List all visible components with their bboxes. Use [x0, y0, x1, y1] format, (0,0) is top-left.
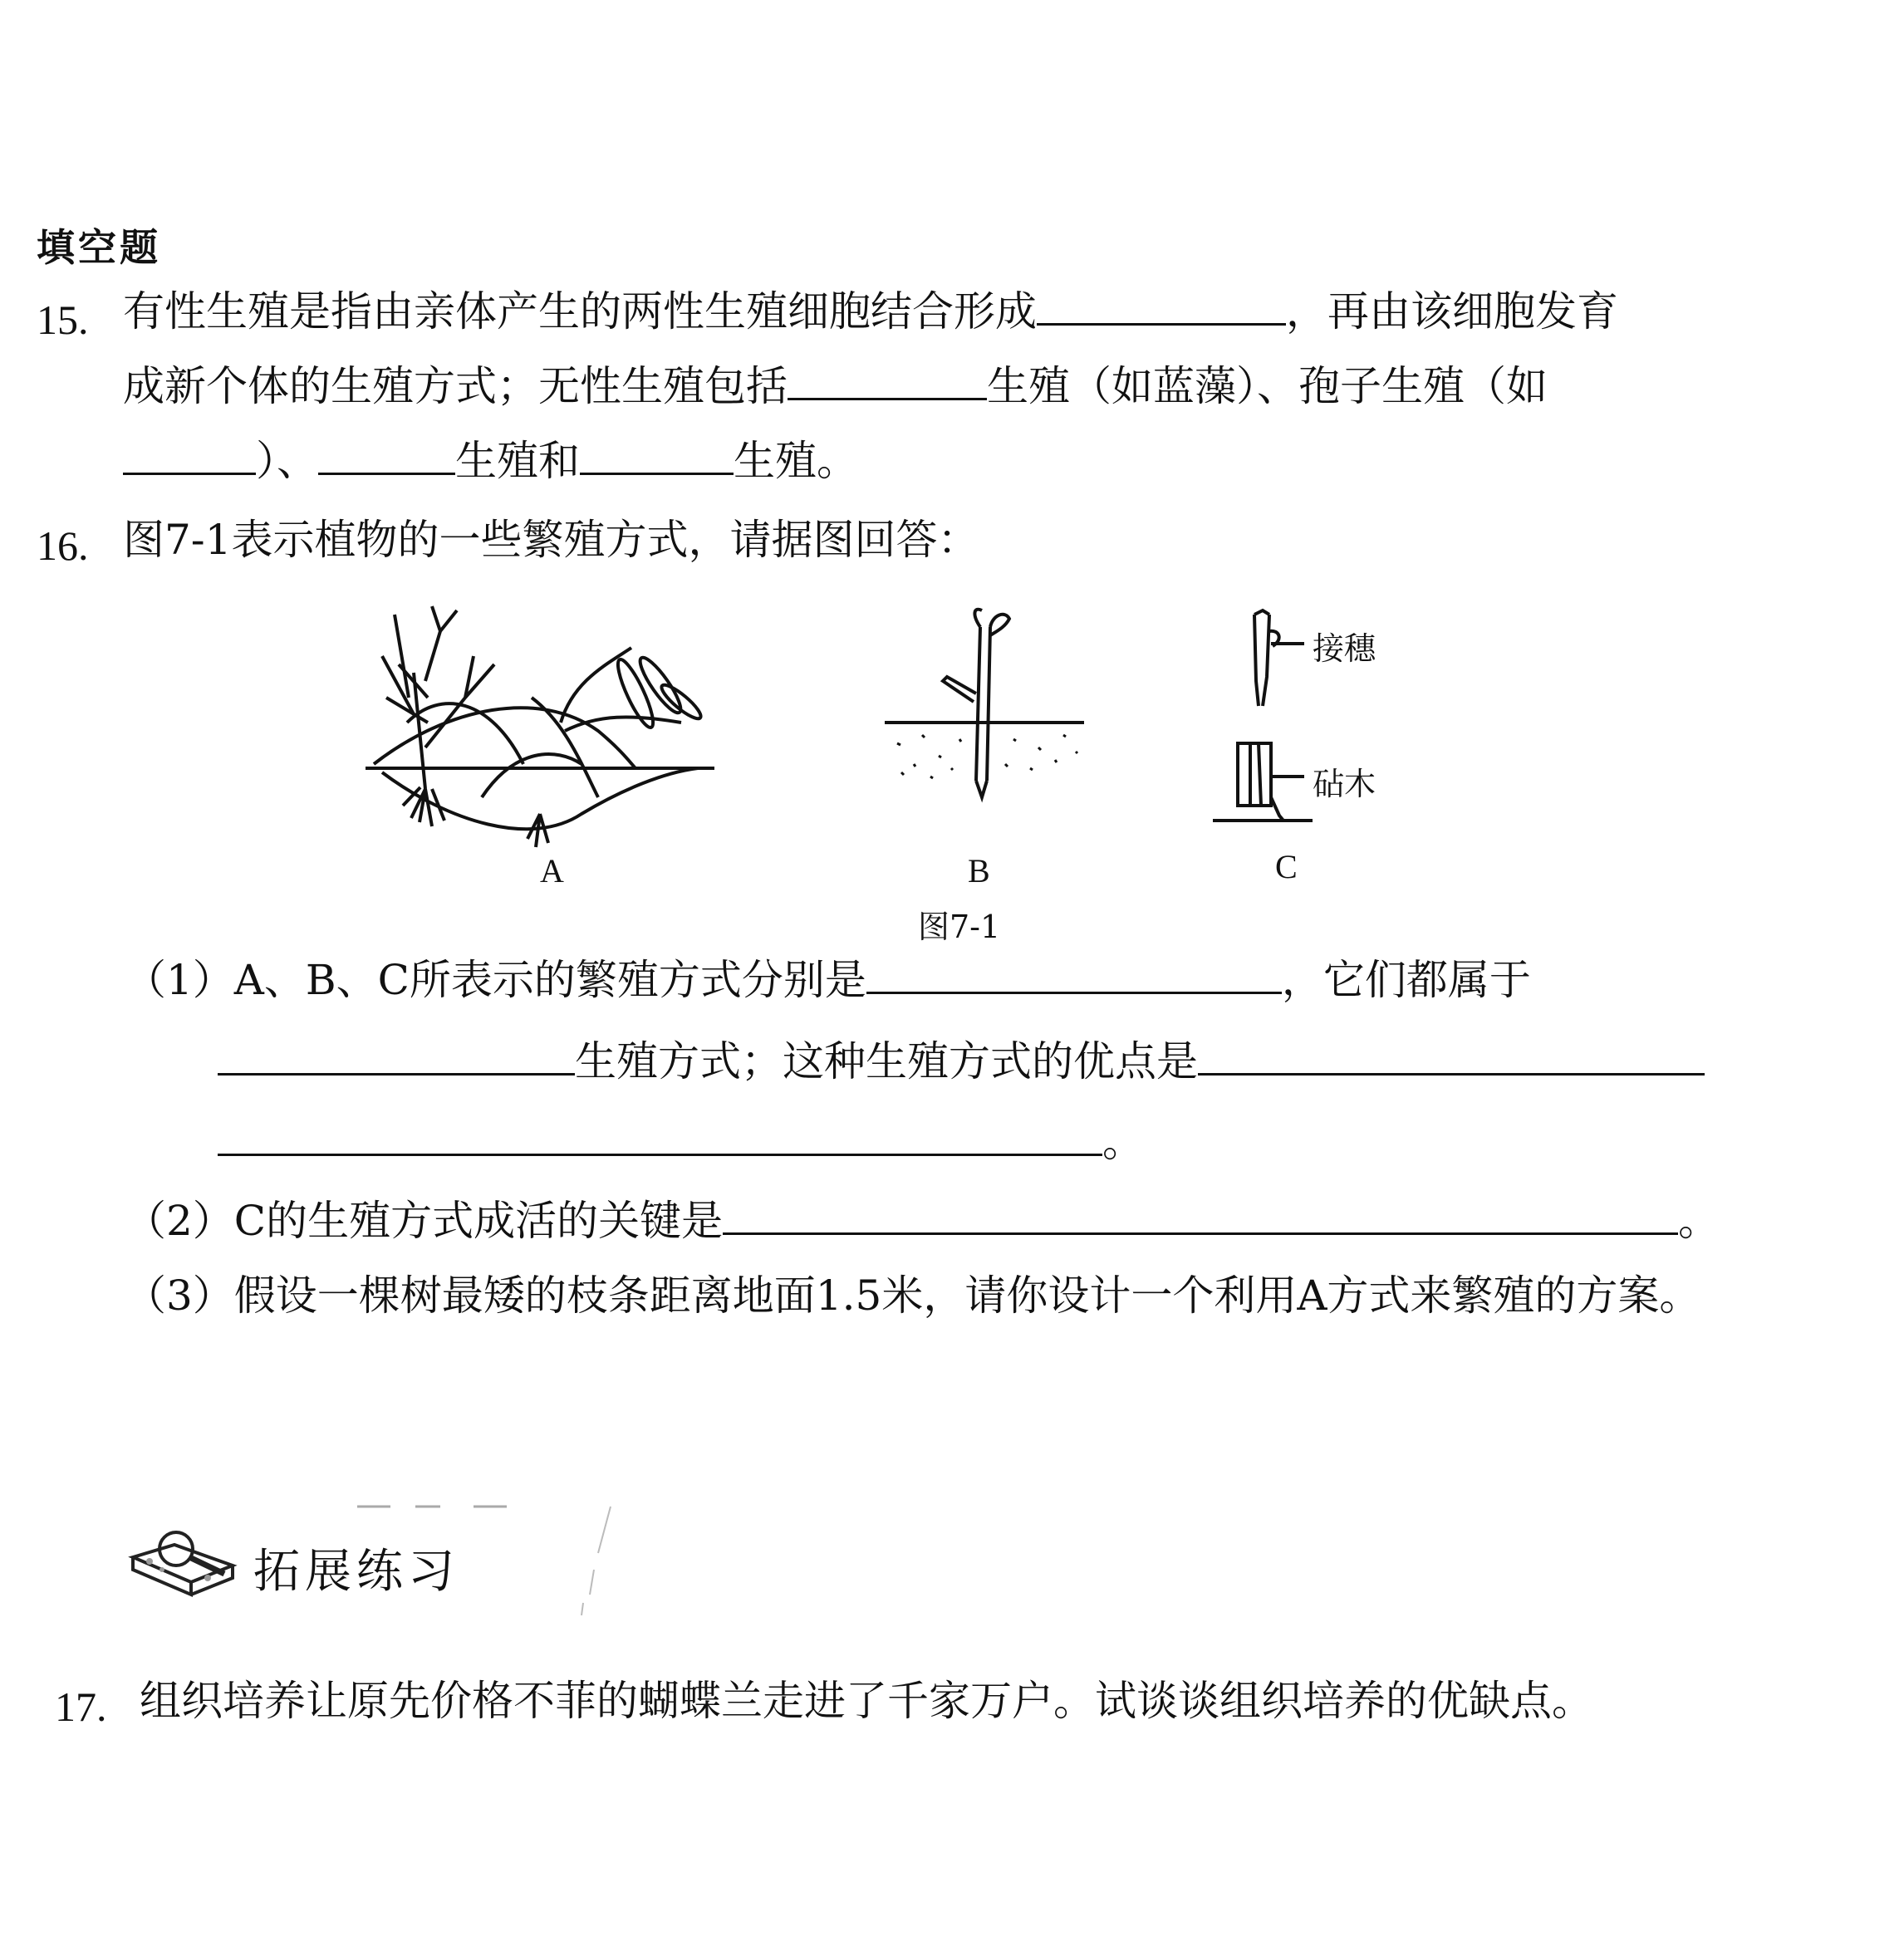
q15-blank-1[interactable]	[1037, 290, 1286, 326]
q16-sub1-blank-2[interactable]	[218, 1040, 575, 1076]
q16-sub1-line1	[125, 955, 1531, 1005]
q15-line2-text-a: 成新个体的生殖方式；无性生殖包括	[123, 362, 788, 410]
q15-number: 15.	[37, 296, 89, 343]
q15-line3-text-b: 生殖和	[455, 437, 580, 485]
layering-illustration	[366, 606, 714, 847]
q15-blank-3[interactable]	[123, 439, 256, 475]
q15-line1	[123, 287, 1618, 336]
q15-blank-5[interactable]	[580, 439, 734, 475]
q15-blank-4[interactable]	[318, 439, 455, 475]
q16-sub1-blank-3[interactable]	[1198, 1040, 1705, 1076]
q16-sub1-blank-4[interactable]	[218, 1120, 1102, 1156]
q16-sub1-blank-1[interactable]	[866, 958, 1282, 994]
q15-blank-2[interactable]	[788, 365, 987, 400]
q15-line3-text-c: 生殖。	[734, 437, 858, 485]
q16-sub2-blank[interactable]	[723, 1199, 1678, 1235]
q16-sub2-line	[125, 1196, 1720, 1246]
q16-number: 16.	[37, 522, 89, 569]
q17-number: 17.	[55, 1683, 107, 1730]
q15-line3	[123, 436, 858, 486]
cutting-illustration	[885, 610, 1084, 797]
magnifier-book-icon	[125, 1512, 241, 1611]
q16-sub1-end: 。	[1102, 1118, 1144, 1166]
grafting-illustration	[1213, 610, 1313, 821]
figure-caption: 图7-1	[918, 909, 1001, 945]
figure-label-c: C	[1275, 848, 1298, 885]
q15-line1-text-a: 有性生殖是指由亲体产生的两性生殖细胞结合形成	[123, 287, 1037, 336]
q16-sub2-end: 。	[1678, 1197, 1720, 1245]
figure-7-1	[349, 598, 1429, 947]
q15-line2	[123, 361, 1548, 411]
q15-line3-text-a: ）、	[256, 437, 318, 485]
q16-sub1-mid: 生殖方式；这种生殖方式的优点是	[575, 1037, 1198, 1085]
q16-sub1-line2	[218, 1036, 1705, 1086]
q16-sub1-line3	[218, 1117, 1144, 1167]
extension-header	[125, 1503, 623, 1619]
q16-sub1-suffix: ，它们都属于	[1281, 956, 1531, 1004]
q15-line1-text-b: ，再由该细胞发育	[1286, 287, 1618, 336]
figure-label-b: B	[968, 852, 990, 889]
q17-text: 组织培养让原先价格不菲的蝴蝶兰走进了千家万户。试谈谈组织培养的优缺点。	[140, 1677, 1593, 1725]
figure-label-a: A	[540, 852, 564, 889]
extension-title: 拓展练习	[253, 1545, 459, 1599]
q16-sub3-text: （3）假设一棵树最矮的枝条距离地面1.5米，请你设计一个利用A方式来繁殖的方案。	[125, 1272, 1701, 1320]
q16-intro: 图7-1表示植物的一些繁殖方式，请据图回答：	[123, 516, 979, 564]
section-heading: 填空题	[37, 225, 161, 270]
figure-7-1-drawing	[349, 598, 1429, 947]
q16-sub2-prefix: （2）C的生殖方式成活的关键是	[125, 1197, 724, 1245]
scion-label: 接穗	[1313, 630, 1376, 667]
rootstock-label: 砧木	[1313, 766, 1376, 802]
q16-sub1-prefix: （1）A、B、C所表示的繁殖方式分别是	[125, 956, 866, 1004]
q15-line2-text-b: 生殖（如蓝藻）、孢子生殖（如	[987, 362, 1548, 410]
